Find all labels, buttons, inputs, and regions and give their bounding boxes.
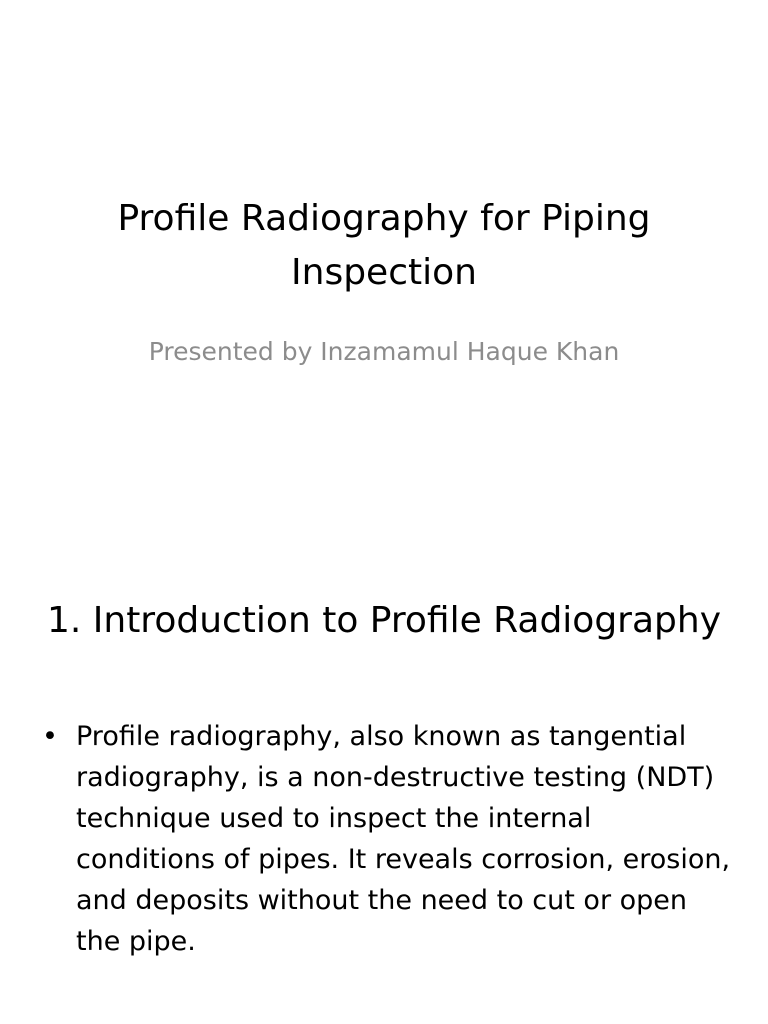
bullet-text: Profile radiography, also known as tangential radiography, is a non-destructive testing (NDT) technique used to inspect the internal conditions of pipes. It reveals corrosion, erosion, and deposits without the need to cut or open the pipe. (76, 721, 731, 957)
presenter-subtitle: Presented by Inzamamul Haque Khan (148, 337, 620, 366)
content-slide (0, 512, 768, 1024)
bullet-icon: • (42, 721, 58, 752)
bullet-list (40, 716, 732, 962)
presentation-title: Profile Radiography for Piping Inspection (117, 198, 651, 293)
slide-title: 1. Introduction to Profile Radiography (46, 600, 722, 641)
bullet-item (40, 716, 732, 962)
